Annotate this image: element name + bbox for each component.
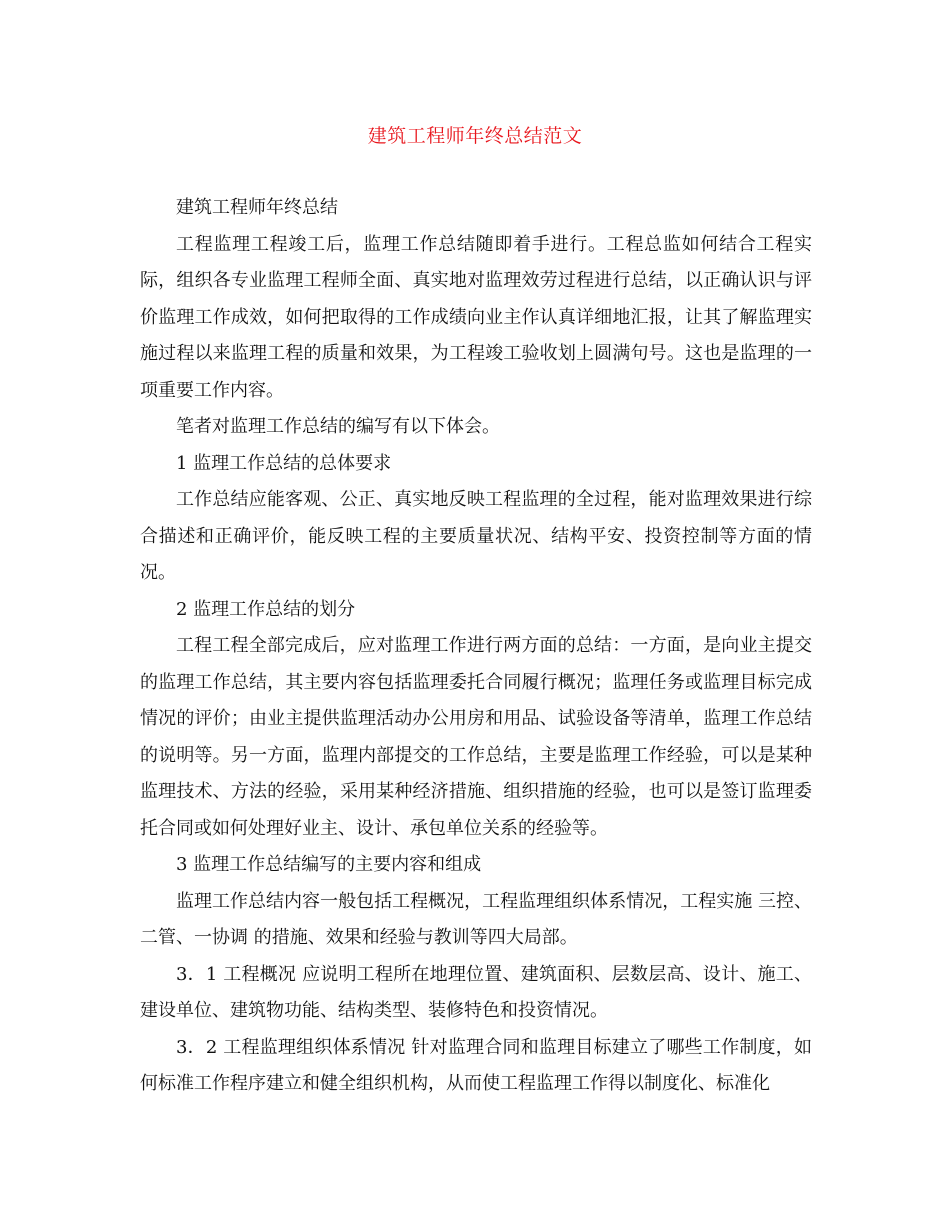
body-paragraph: 工程监理工程竣工后，监理工作总结随即着手进行。工程总监如何结合工程实际，组织各专业监理工程师全面、真实地对监理效劳过程进行总结，以正确认识与评价监理工作成效，如何把取得的工作成绩向业主作认真详细地汇报，让其了解监理实施过程以来监理工程的质量和效果，为工程竣工验收划上圆满句号。这也是监理的一项重要工作内容。 — [140, 233, 812, 401]
body-paragraph: 工程工程全部完成后，应对监理工作进行两方面的总结：一方面，是向业主提交的监理工作总结，其主要内容包括监理委托合同履行概况；监理任务或监理目标完成情况的评价；由业主提供监理活动办公用房和用品、试验设备等清单，监理工作总结的说明等。另一方面，监理内部提交的工作总结，主要是监理工作经验，可以是某种监理技术、方法的经验，采用某种经济措施、组织措施的经验，也可以是签订监理委托合同或如何处理好业主、设计、承包单位关系的经验等。 — [140, 635, 812, 839]
body-paragraph: 笔者对监理工作总结的编写有以下体会。 — [176, 416, 500, 437]
document-title: 建筑工程师年终总结范文 — [367, 125, 583, 147]
section-heading: 1 监理工作总结的总体要求 — [176, 452, 392, 474]
body-paragraph: 监理工作总结内容一般包括工程概况，工程监理组织体系情况，工程实施 三控、二管、一协调 的措施、效果和经验与教训等四大局部。 — [140, 890, 812, 948]
section-heading: 3 监理工作总结编写的主要内容和组成 — [176, 854, 482, 875]
section-heading-summary: 建筑工程师年终总结 — [176, 197, 338, 218]
body-paragraph: 3．1 工程概况 应说明工程所在地理位置、建筑面积、层数层高、设计、施工、建设单位、建筑物功能、结构类型、装修特色和投资情况。 — [140, 963, 812, 1021]
section-heading: 2 监理工作总结的划分 — [176, 598, 356, 620]
body-paragraph: 工作总结应能客观、公正、真实地反映工程监理的全过程，能对监理效果进行综合描述和正确评价，能反映工程的主要质量状况、结构平安、投资控制等方面的情况。 — [140, 489, 812, 583]
body-paragraph: 3．2 工程监理组织体系情况 针对监理合同和监理目标建立了哪些工作制度，如何标准工作程序建立和健全组织机构，从而使工程监理工作得以制度化、标准化 — [140, 1036, 812, 1094]
document-body — [140, 190, 812, 1103]
